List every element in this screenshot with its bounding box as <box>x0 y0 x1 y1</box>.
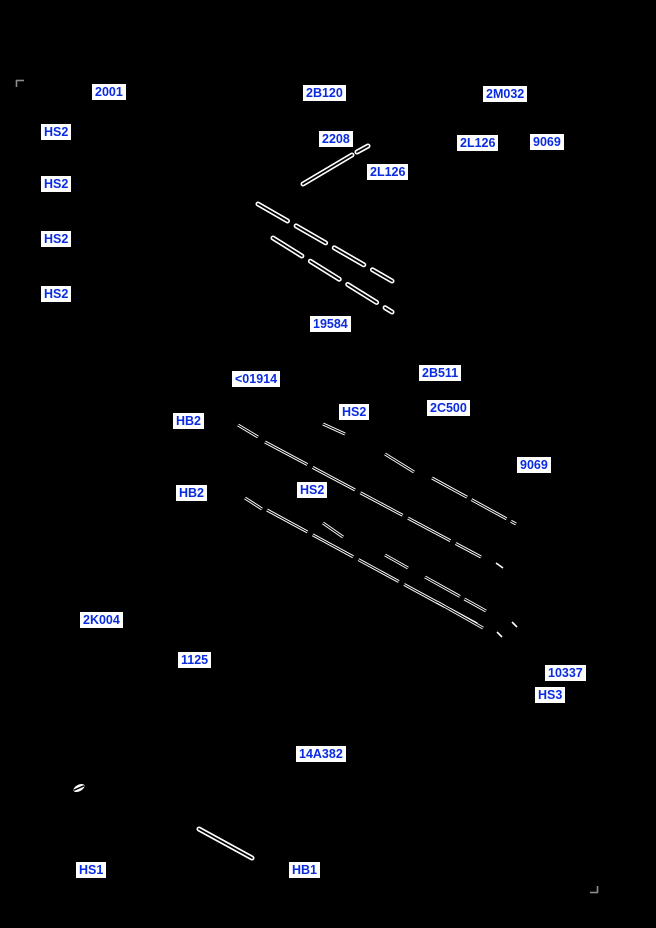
part-label-HS2-10[interactable]: HS2 <box>41 286 71 302</box>
part-label-1125-21[interactable]: 1125 <box>178 652 211 668</box>
part-label-HB2-14[interactable]: HB2 <box>173 413 204 429</box>
part-label-HS2-19[interactable]: HS2 <box>297 482 327 498</box>
part-label-19584-11[interactable]: 19584 <box>310 316 351 332</box>
part-label-14A382-24[interactable]: 14A382 <box>296 746 346 762</box>
part-label-HS2-3[interactable]: HS2 <box>41 124 71 140</box>
part-label-HS2-8[interactable]: HS2 <box>41 176 71 192</box>
part-label-2C500-16[interactable]: 2C500 <box>427 400 470 416</box>
part-label-2L126-7[interactable]: 2L126 <box>367 164 408 180</box>
part-label-HB2-18[interactable]: HB2 <box>176 485 207 501</box>
part-label-2B511-13[interactable]: 2B511 <box>419 365 461 381</box>
part-label-2K004-20[interactable]: 2K004 <box>80 612 123 628</box>
part-label-HS1-25[interactable]: HS1 <box>76 862 106 878</box>
part-label-2L126-5[interactable]: 2L126 <box>457 135 498 151</box>
part-label-2M032-2[interactable]: 2M032 <box>483 86 527 102</box>
part-label-9069-17[interactable]: 9069 <box>517 457 551 473</box>
part-label-10337-22[interactable]: 10337 <box>545 665 586 681</box>
part-label-HS3-23[interactable]: HS3 <box>535 687 565 703</box>
part-label-HS2-15[interactable]: HS2 <box>339 404 369 420</box>
part-label-HS2-9[interactable]: HS2 <box>41 231 71 247</box>
part-label-HB1-26[interactable]: HB1 <box>289 862 320 878</box>
part-label-2001-0[interactable]: 2001 <box>92 84 126 100</box>
part-label-9069-6[interactable]: 9069 <box>530 134 564 150</box>
part-label-2208-4[interactable]: 2208 <box>319 131 353 147</box>
part-label-01914-12[interactable]: <01914 <box>232 371 280 387</box>
part-label-2B120-1[interactable]: 2B120 <box>303 85 346 101</box>
